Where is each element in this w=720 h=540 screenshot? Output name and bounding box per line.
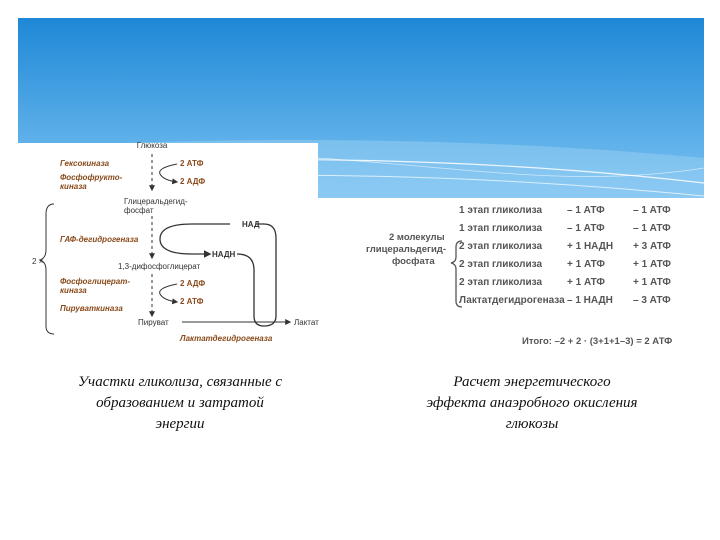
row-6-value-b: – 3 АТФ <box>633 295 671 306</box>
row-4-value-a: + 1 АТФ <box>567 259 605 270</box>
row-5-value-b: + 1 АТФ <box>633 277 671 288</box>
row-3-stage: 2 этап гликолиза <box>459 241 543 252</box>
pfk-label-line1: Фосфофрукто- <box>60 173 123 182</box>
row-5-value-a: + 1 АТФ <box>567 277 605 288</box>
brace-label-line3: фосфата <box>392 256 435 267</box>
atp-out-2: 2 АТФ <box>180 297 204 306</box>
pfk-label-line2: киназа <box>60 182 87 191</box>
energy-yield-table <box>362 195 682 355</box>
glycolysis-pathway-diagram <box>32 138 332 353</box>
row-1-value-a: – 1 АТФ <box>567 205 605 216</box>
row-4-value-b: + 1 АТФ <box>633 259 671 270</box>
pgk-label-line1: Фосфоглицерат- <box>60 277 130 286</box>
glucose-label: Глюкоза <box>136 141 168 150</box>
left-caption: Участки гликолиза, связанные с образованием и затратой энергии <box>77 374 283 432</box>
bpg-label: 1,3-дифосфоглицерат <box>118 262 201 271</box>
g3p-label-line2: фосфат <box>124 206 154 215</box>
nadh-label: НАДН <box>212 250 236 259</box>
total-formula: Итого: –2 + 2 · (3+1+1–3) = 2 АТФ <box>522 336 673 347</box>
pgk-label-line2: киназа <box>60 286 87 295</box>
row-6-stage: Лактатдегидрогеназа <box>459 295 565 306</box>
row-1-stage: 1 этап гликолиза <box>459 205 543 216</box>
row-2-value-a: – 1 АТФ <box>567 223 605 234</box>
ldh-label: Лактатдегидрогеназа <box>180 334 273 343</box>
gapdh-label: ГАФ-дегидрогеназа <box>60 235 139 244</box>
hexokinase-label: Гексокиназа <box>60 159 110 168</box>
pk-label: Пируваткиназа <box>60 304 123 313</box>
nad-label: НАД <box>242 220 260 229</box>
atp-in-1: 2 АТФ <box>180 159 204 168</box>
brace-label-line2: глицеральдегид- <box>366 244 446 255</box>
right-caption: Расчет энергетического эффекта анаэробного окисления глюкозы <box>426 374 638 432</box>
row-6-value-a: – 1 НАДН <box>567 295 613 306</box>
row-3-value-a: + 1 НАДН <box>567 241 614 252</box>
g3p-label-line1: Глицеральдегид- <box>124 197 188 206</box>
row-5-stage: 2 этап гликолиза <box>459 277 543 288</box>
row-1-value-b: – 1 АТФ <box>633 205 671 216</box>
two-x-label: 2 × <box>32 257 44 266</box>
lactate-label: Лактат <box>294 318 319 327</box>
pyruvate-label: Пируват <box>138 318 169 327</box>
brace-label-line1: 2 молекулы <box>389 232 445 243</box>
row-2-stage: 1 этап гликолиза <box>459 223 543 234</box>
adp-out-1: 2 АДФ <box>180 177 206 186</box>
row-2-value-b: – 1 АТФ <box>633 223 671 234</box>
row-3-value-b: + 3 АТФ <box>633 241 671 252</box>
row-4-stage: 2 этап гликолиза <box>459 259 543 270</box>
adp-in-2: 2 АДФ <box>180 279 206 288</box>
